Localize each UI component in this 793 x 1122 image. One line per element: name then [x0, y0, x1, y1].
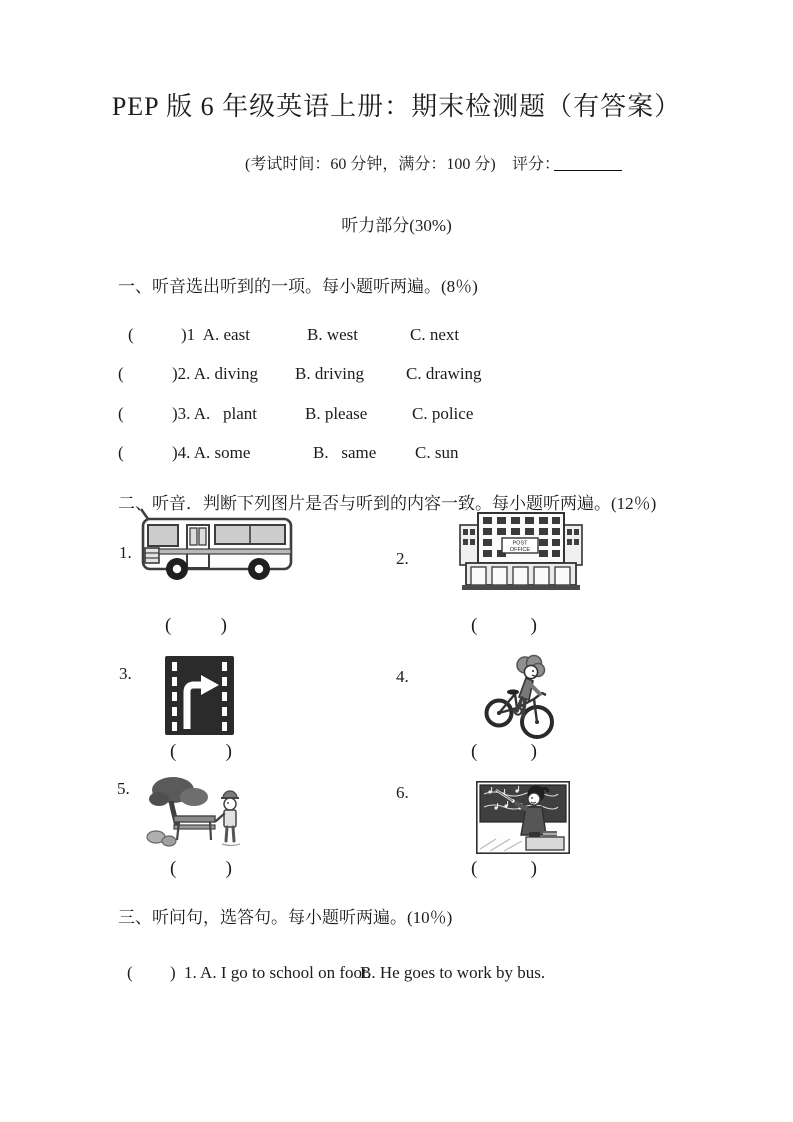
option-b: B. west	[307, 325, 358, 344]
question-number: 4.	[396, 667, 409, 686]
option-b: B. driving	[295, 364, 364, 383]
option-a: )2. A. diving	[172, 364, 258, 383]
score-blank	[554, 152, 622, 171]
answer-parens: ( )	[170, 741, 232, 762]
option-b: B. please	[305, 404, 368, 423]
answer-parens: ( )	[471, 741, 537, 762]
option-a: )1 A. east	[181, 325, 250, 344]
answer-paren: (	[118, 364, 124, 383]
answer-paren: (	[128, 325, 134, 344]
question-number: 3.	[119, 664, 132, 683]
question-number: 5.	[117, 779, 130, 798]
music-teacher-blackboard-image	[476, 781, 570, 854]
question-number: 6.	[396, 783, 409, 802]
option-a: )3. A. plant	[172, 404, 257, 423]
section2-heading: 二、听音．判断下列图片是否与听到的内容一致。每小题听两遍。(12％)	[118, 494, 657, 513]
section1-heading: 一、听音选出听到的一项。每小题听两遍。(8％)	[118, 277, 478, 296]
question-number: 2.	[396, 549, 409, 568]
score-label: 评分：	[512, 156, 561, 173]
answer-paren: (	[118, 443, 124, 462]
answer-parens: ( )	[170, 858, 232, 879]
exam-info: (考试时间：60 分钟，满分：100 分)	[245, 156, 496, 173]
option-c: C. drawing	[406, 364, 482, 383]
answer-parens: ( )	[165, 615, 227, 636]
answer-paren-open: (	[127, 963, 133, 982]
answer-parens: ( )	[471, 858, 537, 879]
option-c: C. next	[410, 325, 460, 344]
option-a: 1. A. I go to school on foot.	[184, 963, 371, 982]
option-b: B. He goes to work by bus.	[360, 963, 546, 982]
section3-item	[0, 963, 793, 987]
bus-image	[137, 504, 297, 590]
page-title: PEP 版 6 年级英语上册：期末检测题（有答案）	[111, 92, 682, 121]
bicycle-image	[484, 653, 556, 741]
option-c: C. police	[412, 404, 474, 423]
option-c: C. sun	[415, 443, 459, 462]
section3-heading: 三、听问句，选答句。每小题听两遍。(10％)	[118, 908, 453, 927]
post-office-image	[458, 511, 584, 592]
question-number: 1.	[119, 543, 132, 562]
svg-text:OFFICE: OFFICE	[509, 547, 531, 553]
answer-parens: ( )	[471, 615, 537, 636]
answer-paren-close: )	[170, 963, 176, 982]
turn-right-sign-image	[165, 656, 234, 735]
svg-text:POST: POST	[512, 540, 528, 547]
option-b: B. same	[313, 443, 377, 462]
tree-and-bench-image	[146, 774, 252, 856]
answer-paren: (	[118, 404, 124, 423]
option-a: )4. A. some	[172, 443, 251, 462]
listening-part-heading: 听力部分(30%)	[341, 216, 452, 235]
